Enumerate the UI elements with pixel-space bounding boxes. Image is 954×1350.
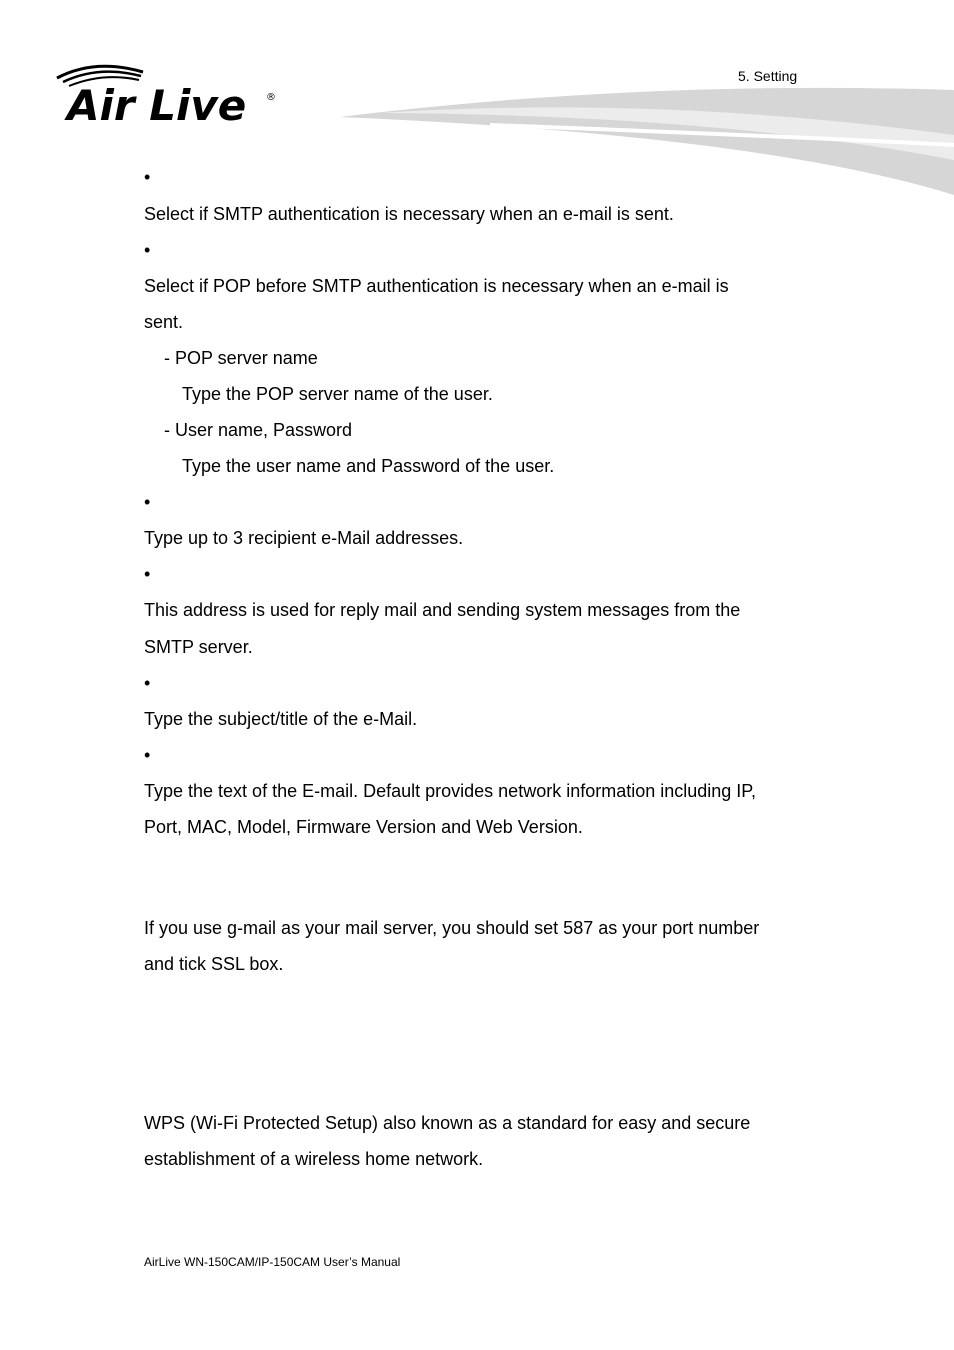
- paragraph: This address is used for reply mail and sending system messages from the: [144, 600, 741, 620]
- bullet-marker: •: [144, 745, 151, 765]
- paragraph: Type up to 3 recipient e-Mail addresses.: [144, 528, 464, 548]
- sub-item-title: - User name, Password: [164, 420, 353, 440]
- page-footer: AirLive WN-150CAM/IP-150CAM User’s Manual: [144, 1255, 401, 1269]
- header-swoosh-decoration: [340, 85, 954, 200]
- bullet-marker: •: [144, 564, 151, 584]
- wps-paragraph: establishment of a wireless home network.: [144, 1149, 484, 1169]
- wps-paragraph: WPS (Wi-Fi Protected Setup) also known as a standard for easy and secure: [144, 1113, 751, 1133]
- note-paragraph: If you use g-mail as your mail server, you should set 587 as your port number: [144, 918, 760, 938]
- bullet-marker: •: [144, 240, 151, 260]
- sub-item-desc: Type the POP server name of the user.: [182, 384, 493, 404]
- section-header: 5. Setting: [738, 68, 798, 84]
- svg-text:Air Live: Air Live: [67, 81, 247, 128]
- bullet-marker: •: [144, 167, 151, 187]
- paragraph: Type the text of the E-mail. Default provides network information including IP,: [144, 781, 756, 801]
- paragraph: sent.: [144, 312, 184, 332]
- bullet-marker: •: [144, 673, 151, 693]
- svg-text:®: ®: [266, 92, 276, 103]
- paragraph: Port, MAC, Model, Firmware Version and Web Version.: [144, 817, 583, 837]
- paragraph: Type the subject/title of the e-Mail.: [144, 709, 418, 729]
- sub-item-desc: Type the user name and Password of the user.: [182, 456, 555, 476]
- paragraph: Select if SMTP authentication is necessary when an e-mail is sent.: [144, 204, 674, 224]
- paragraph: Select if POP before SMTP authentication is necessary when an e-mail is: [144, 276, 729, 296]
- note-paragraph: and tick SSL box.: [144, 954, 284, 974]
- airlive-logo: [55, 58, 285, 128]
- paragraph: SMTP server.: [144, 637, 253, 657]
- bullet-marker: •: [144, 492, 151, 512]
- sub-item-title: - POP server name: [164, 348, 318, 368]
